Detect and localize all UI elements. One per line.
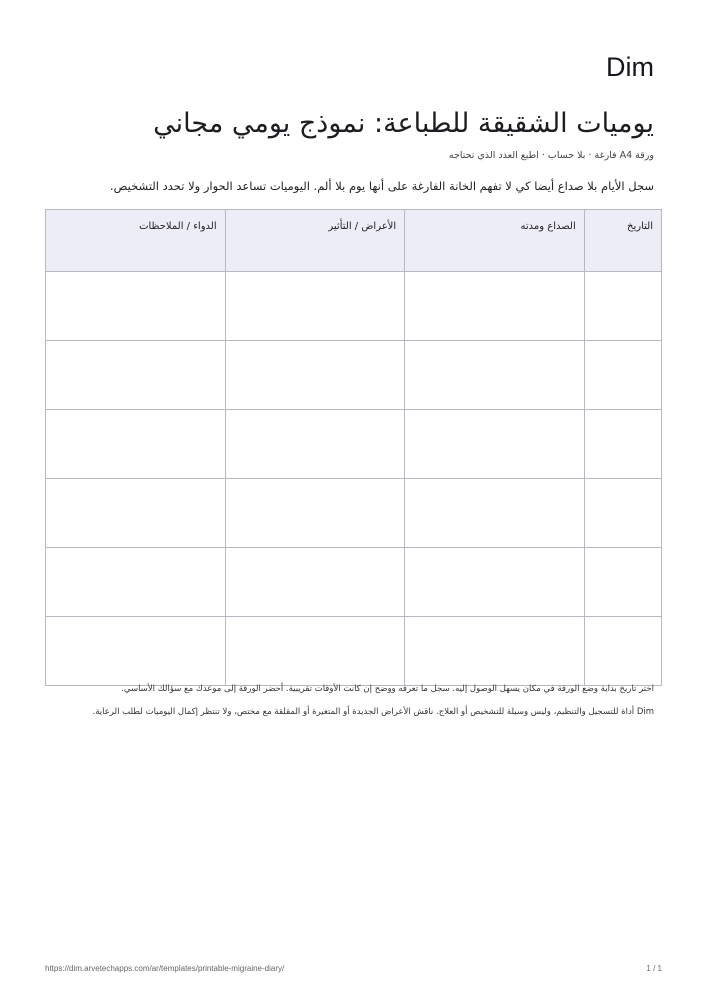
table-cell xyxy=(46,479,226,548)
header-medication: الدواء / الملاحظات xyxy=(46,210,226,272)
table-row xyxy=(46,341,662,410)
table-cell xyxy=(225,272,405,341)
table-cell xyxy=(405,548,585,617)
table-cell xyxy=(584,548,661,617)
table-cell xyxy=(405,479,585,548)
page-number: 1 / 1 xyxy=(646,964,662,973)
table-cell xyxy=(584,410,661,479)
disclaimer-note: Dim أداة للتسجيل والتنظيم، وليس وسيلة للتشخيص أو العلاج. ناقش الأعراض الجديدة أو المتغيرة أو المقلقة مع مختص، ولا تنتظر إكمال اليوميات لطلب الرعاية. xyxy=(92,707,654,717)
intro-text: سجل الأيام بلا صداع أيضا كي لا تفهم الخانة الفارغة على أنها يوم بلا ألم. اليوميات تساعد الحوار ولا تحدد التشخيص. xyxy=(109,179,654,193)
header-headache: الصداع ومدته xyxy=(405,210,585,272)
table-cell xyxy=(46,341,226,410)
table-cell xyxy=(46,548,226,617)
brand-logo: Dim xyxy=(606,52,654,82)
table-cell xyxy=(225,617,405,686)
table-row xyxy=(46,410,662,479)
table-cell xyxy=(584,479,661,548)
table-cell xyxy=(46,272,226,341)
table-cell xyxy=(584,272,661,341)
table-header-row xyxy=(46,210,662,272)
header-symptoms: الأعراض / التأثير xyxy=(225,210,405,272)
table-cell xyxy=(225,410,405,479)
table-cell xyxy=(225,341,405,410)
table-cell xyxy=(225,548,405,617)
table-cell xyxy=(584,617,661,686)
table-cell xyxy=(46,410,226,479)
diary-table xyxy=(45,209,662,686)
header-date: التاريخ xyxy=(584,210,661,272)
table-row xyxy=(46,617,662,686)
table-cell xyxy=(225,479,405,548)
table-cell xyxy=(405,341,585,410)
page-subtitle: ورقة A4 فارغة · بلا حساب · اطبع العدد الذي تحتاجه xyxy=(448,150,654,161)
table-cell xyxy=(405,272,585,341)
table-cell xyxy=(405,617,585,686)
footer-url: https://dim.arvetechapps.com/ar/templates/printable-migraine-diary/ xyxy=(45,964,285,973)
table-row xyxy=(46,479,662,548)
page-title: يوميات الشقيقة للطباعة: نموذج يومي مجاني xyxy=(153,108,654,139)
table-row xyxy=(46,548,662,617)
table-row xyxy=(46,272,662,341)
table-cell xyxy=(46,617,226,686)
table-cell xyxy=(405,410,585,479)
instruction-note: اختر تاريخ بداية وضع الورقة في مكان يسهل الوصول إليه. سجل ما تعرفه ووضح إن كانت الأوقات تقريبية. أحضر الورقة إلى موعدك مع سؤالك الأساسي. xyxy=(121,684,654,694)
table-cell xyxy=(584,341,661,410)
diary-body xyxy=(46,272,662,686)
